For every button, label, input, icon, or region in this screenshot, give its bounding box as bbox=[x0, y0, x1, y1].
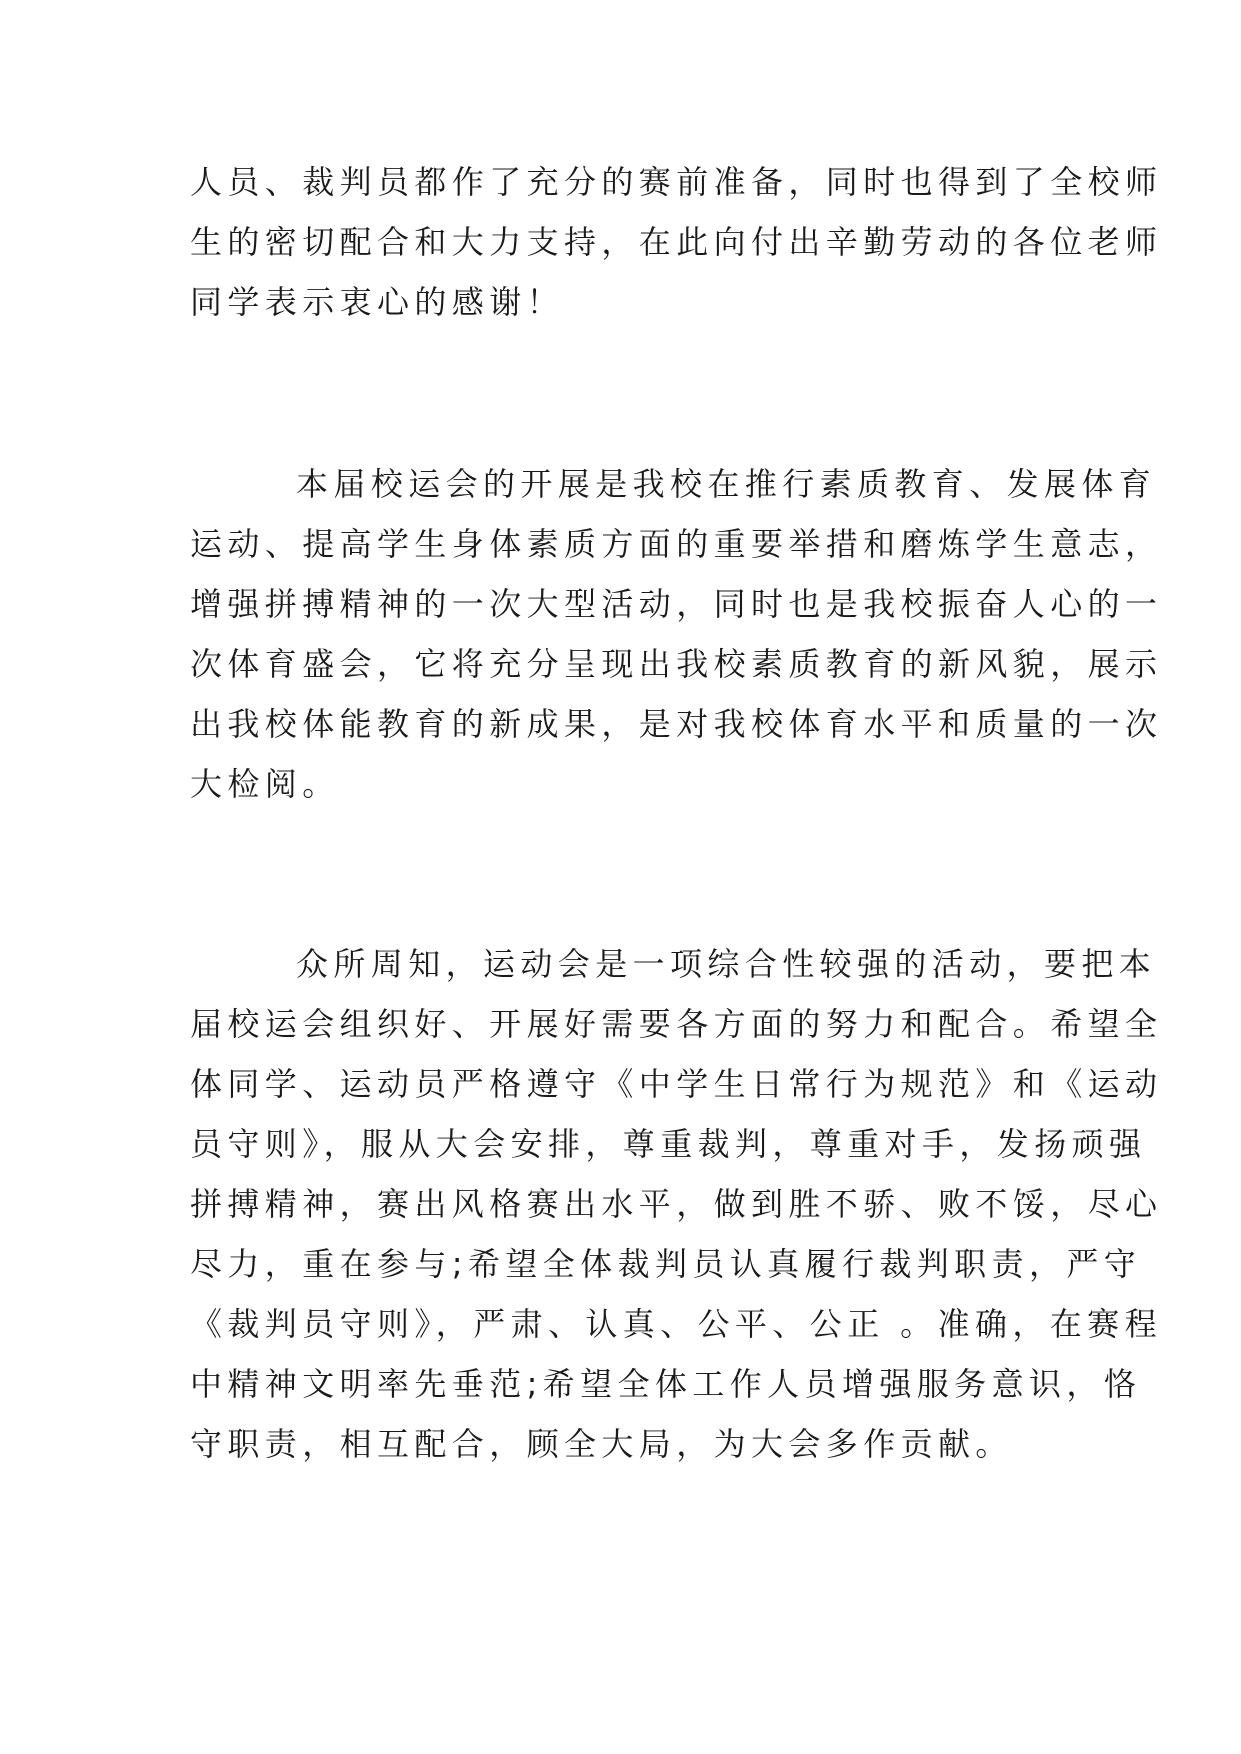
paragraph-line: 守职责，相互配合，顾全大局，为大会多作贡献。 bbox=[190, 1425, 1013, 1463]
paragraph-line: 生的密切配合和大力支持，在此向付出辛勤劳动的各位老师 bbox=[190, 223, 1163, 261]
paragraph-line: 尽力，重在参与;希望全体裁判员认真履行裁判职责，严守 bbox=[190, 1245, 1142, 1283]
paragraph-line: 体同学、运动员严格遵守《中学生日常行为规范》和《运动 bbox=[190, 1065, 1163, 1103]
paragraph-line: 出我校体能教育的新成果，是对我校体育水平和质量的一次 bbox=[190, 705, 1163, 743]
paragraph-line: 员守则》，服从大会安排，尊重裁判，尊重对手，发扬顽强 bbox=[190, 1125, 1147, 1163]
paragraph-line: 中精神文明率先垂范;希望全体工作人员增强服务意识，恪 bbox=[190, 1365, 1142, 1403]
paragraph-line: 《裁判员守则》，严肃、认真、公平、公正 。准确，在赛程 bbox=[190, 1305, 1162, 1343]
paragraph-line: 拼搏精神，赛出风格赛出水平，做到胜不骄、败不馁，尽心 bbox=[190, 1185, 1163, 1223]
paragraph-line: 增强拼搏精神的一次大型活动，同时也是我校振奋人心的一 bbox=[190, 585, 1163, 623]
paragraph-line: 届校运会组织好、开展好需要各方面的努力和配合。希望全 bbox=[190, 1005, 1163, 1043]
paragraph-line: 众所周知，运动会是一项综合性较强的活动，要把本 bbox=[296, 945, 1157, 983]
paragraph-line: 同学表示衷心的感谢！ bbox=[190, 283, 565, 321]
paragraph-line: 运动、提高学生身体素质方面的重要举措和磨炼学生意志， bbox=[190, 525, 1163, 563]
paragraph-line: 人员、裁判员都作了充分的赛前准备，同时也得到了全校师 bbox=[190, 163, 1163, 201]
paragraph-line: 本届校运会的开展是我校在推行素质教育、发展体育 bbox=[296, 465, 1157, 503]
paragraph-line: 次体育盛会，它将充分呈现出我校素质教育的新风貌，展示 bbox=[190, 645, 1163, 683]
paragraph-line: 大检阅。 bbox=[190, 765, 340, 803]
